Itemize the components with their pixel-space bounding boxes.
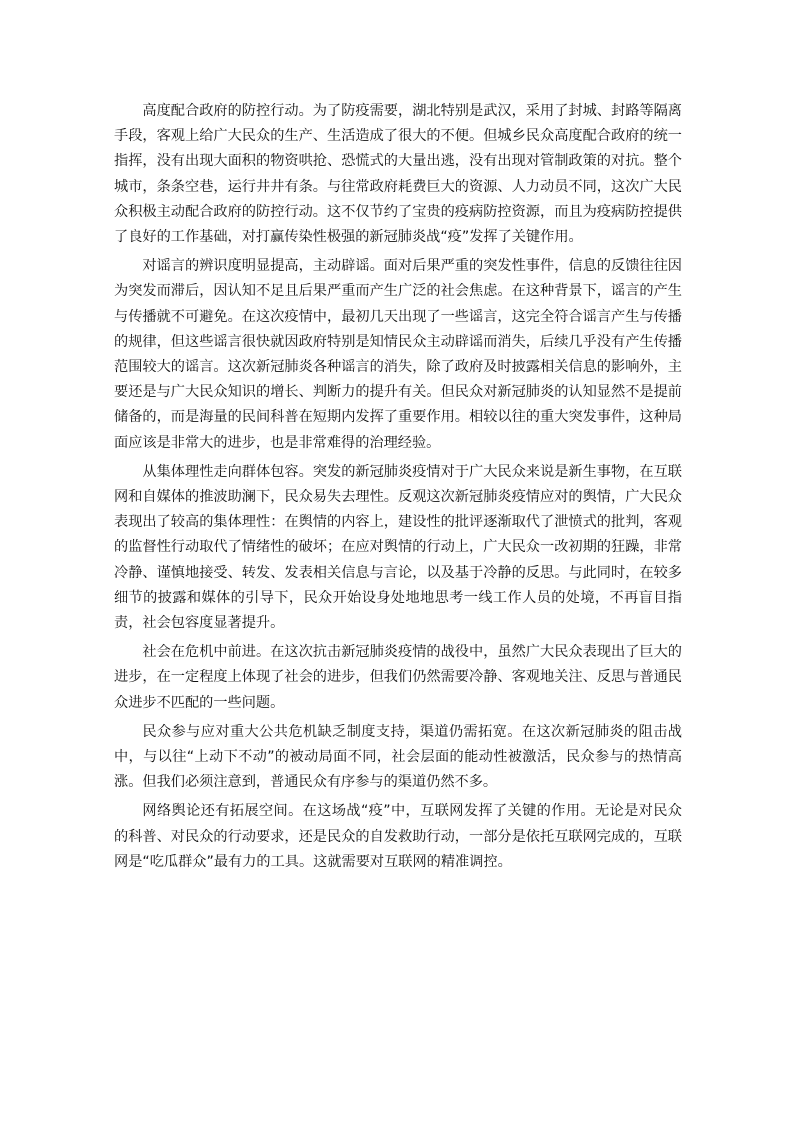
paragraph: 社会在危机中前进。在这次抗击新冠肺炎疫情的战役中，虽然广大民众表现出了巨大的进步，在一定程度上体现了社会的进步，但我们仍然需要冷静、客观地关注、反思与普通民众进步不匹配的一些问题。 xyxy=(114,644,682,711)
paragraph: 民众参与应对重大公共危机缺乏制度支持，渠道仍需拓宽。在这次新冠肺炎的阻击战中，与以往“上动下不动”的被动局面不同，社会层面的能动性被激活，民众参与的热情高涨。但我们必须注意到，普通民众有序参与的渠道仍然不多。 xyxy=(114,723,682,791)
paragraph: 网络舆论还有拓展空间。在这场战“疫”中，互联网发挥了关键的作用。无论是对民众的科普、对民众的行动要求，还是民众的自发救助行动，一部分是依托互联网完成的，互联网是“吃瓜群众”最有力的工具。这就需要对互联网的精准调控。 xyxy=(114,803,682,870)
paragraph: 从集体理性走向群体包容。突发的新冠肺炎疫情对于广大民众来说是新生事物，在互联网和自媒体的推波助澜下，民众易失去理性。反观这次新冠肺炎疫情应对的舆情，广大民众表现出了较高的集体理性：在舆情的内容上，建设性的批评逐渐取代了泄愤式的批判，客观的监督性行动取代了情绪性的破坏；在应对舆情的行动上，广大民众一改初期的狂躁，非常冷静、谨慎地接受、转发、发表相关信息与言论，以及基于冷静的反思。与此同时，在较多细节的披露和媒体的引导下，民众开始设身处地地思考一线工作人员的处境，不再盲目指责，社会包容度显著提升。 xyxy=(114,463,682,632)
paragraph: 高度配合政府的防控行动。为了防疫需要，湖北特别是武汉，采用了封城、封路等隔离手段，客观上给广大民众的生产、生活造成了很大的不便。但城乡民众高度配合政府的统一指挥，没有出现大面积的物资哄抢、恐慌式的大量出逃，没有出现对管制政策的对抗。整个城市，条条空巷，运行井井有条。与往常政府耗费巨大的资源、人力动员不同，这次广大民众积极主动配合政府的防控行动。这不仅节约了宝贵的疫病防控资源，而且为疫病防控提供了良好的工作基础，对打赢传染性极强的新冠肺炎战“疫”发挥了关键作用。 xyxy=(114,103,682,246)
document-body xyxy=(114,99,682,875)
paragraph: 对谣言的辨识度明显提高，主动辟谣。面对后果严重的突发性事件，信息的反馈往往因为突发而滞后，因认知不足且后果严重而产生广泛的社会焦虑。在这种背景下，谣言的产生与传播就不可避免。在这次疫情中，最初几天出现了一些谣言，这完全符合谣言产生与传播的规律，但这些谣言很快就因政府特别是知情民众主动辟谣而消失，后续几乎没有产生传播范围较大的谣言。这次新冠肺炎各种谣言的消失，除了政府及时披露相关信息的影响外，主要还是与广大民众知识的增长、判断力的提升有关。但民众对新冠肺炎的认知显然不是提前储备的，而是海量的民间科普在短期内发挥了重要作用。相较以往的重大突发事件，这种局面应该是非常大的进步，也是非常难得的治理经验。 xyxy=(114,258,682,451)
